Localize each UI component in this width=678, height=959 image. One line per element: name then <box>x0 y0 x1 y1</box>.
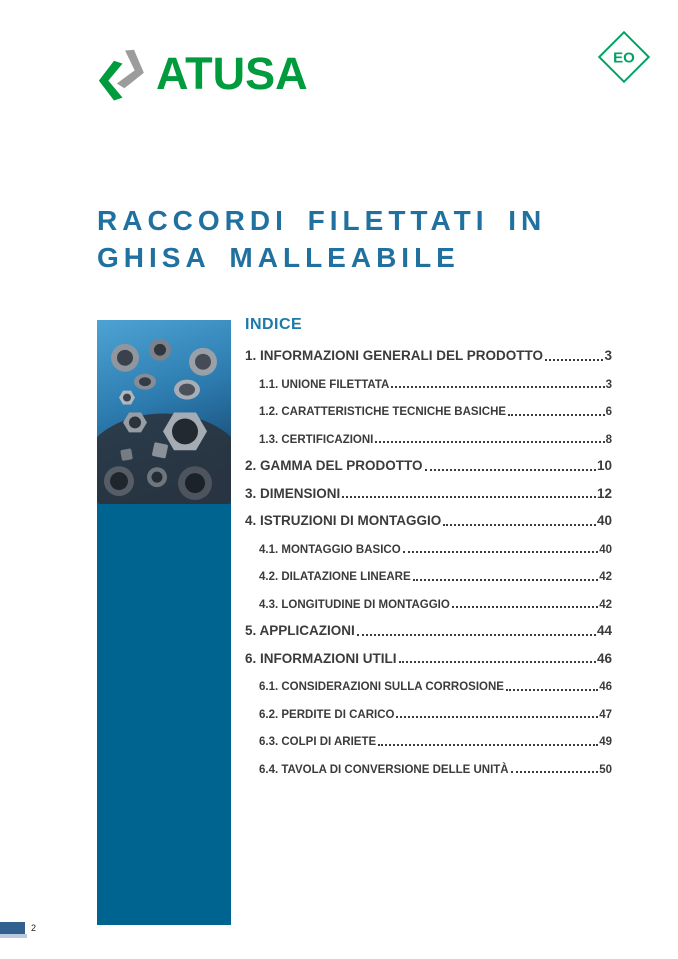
toc-entry-page: 3 <box>605 378 612 391</box>
toc-entry[interactable] <box>245 727 612 755</box>
toc-entry-label: 4. ISTRUZIONI DI MONTAGGIO <box>245 513 442 529</box>
toc-leader-dots <box>545 359 603 361</box>
toc-leader-dots <box>443 524 596 526</box>
toc-entry-page: 42 <box>599 598 612 611</box>
toc-entry-label: 6.3. COLPI DI ARIETE <box>259 736 377 749</box>
toc-leader-dots <box>403 551 599 553</box>
toc-entry-page: 12 <box>596 485 612 501</box>
toc-entry[interactable] <box>245 342 612 370</box>
footer-accent-bar <box>0 934 27 938</box>
toc-entry-label: 1.3. CERTIFICAZIONI <box>259 433 374 446</box>
toc-entry-label: 1.2. CARATTERISTICHE TECNICHE BASICHE <box>259 406 507 419</box>
toc-entry[interactable] <box>245 617 612 645</box>
toc-leader-dots <box>342 496 596 498</box>
toc-entry-page: 6 <box>605 406 612 419</box>
toc-entry-label: 6. INFORMAZIONI UTILI <box>245 650 397 666</box>
left-column <box>97 320 231 925</box>
toc-entry-label: 4.3. LONGITUDINE DI MONTAGGIO <box>259 598 450 611</box>
toc-entry-page: 42 <box>599 571 612 584</box>
toc-entry[interactable] <box>245 672 612 700</box>
toc-entry-page: 10 <box>596 458 612 474</box>
toc-leader-dots <box>511 771 599 773</box>
page-title <box>97 202 617 276</box>
toc-leader-dots <box>378 744 598 746</box>
toc-entry-page: 8 <box>605 433 612 446</box>
toc-entry[interactable] <box>245 507 612 535</box>
toc-entry-page: 47 <box>599 708 612 721</box>
page-title-line1: RACCORDI FILETTATI IN <box>97 205 547 236</box>
toc-entry-label: 6.2. PERDITE DI CARICO <box>259 708 395 721</box>
toc-entry[interactable] <box>245 452 612 480</box>
fittings-photo-image <box>97 320 231 504</box>
toc-entry[interactable] <box>245 645 612 673</box>
toc-entry-label: 1. INFORMAZIONI GENERALI DEL PRODOTTO <box>245 348 544 364</box>
page-title-line2: GHISA MALLEABILE <box>97 242 460 273</box>
toc-entry-page: 3 <box>604 348 612 364</box>
page-number: 2 <box>31 923 37 933</box>
toc-entry[interactable] <box>245 755 612 783</box>
toc-entry[interactable] <box>245 562 612 590</box>
toc-leader-dots <box>396 716 598 718</box>
eo-diamond-icon <box>596 29 652 85</box>
toc-entry-label: 4.1. MONTAGGIO BASICO <box>259 543 401 556</box>
blue-accent-band <box>97 504 231 925</box>
toc-list <box>245 342 612 782</box>
toc-entry-label: 2. GAMMA DEL PRODOTTO <box>245 458 423 474</box>
toc-entry-label: 4.2. DILATAZIONE LINEARE <box>259 571 411 584</box>
toc-entry[interactable] <box>245 370 612 398</box>
toc-leader-dots <box>357 634 596 636</box>
atusa-logo <box>97 44 308 104</box>
toc-heading: INDICE <box>245 316 303 333</box>
toc-leader-dots <box>506 689 598 691</box>
atusa-logo-mark-icon <box>97 44 149 104</box>
toc-leader-dots <box>399 661 596 663</box>
toc-leader-dots <box>413 579 599 581</box>
toc-entry-page: 44 <box>596 623 612 639</box>
toc-leader-dots <box>375 441 604 443</box>
footer-page-bar <box>0 922 25 934</box>
atusa-logo-text: ATUSA <box>156 48 308 99</box>
toc-entry[interactable] <box>245 590 612 618</box>
toc-leader-dots <box>391 386 604 388</box>
toc-leader-dots <box>425 469 596 471</box>
toc-entry[interactable] <box>245 397 612 425</box>
toc-entry-page: 40 <box>599 543 612 556</box>
toc-entry[interactable] <box>245 425 612 453</box>
eo-mark-text: EO <box>613 49 635 67</box>
toc-leader-dots <box>452 606 598 608</box>
toc-entry-page: 46 <box>599 681 612 694</box>
toc-leader-dots <box>508 414 605 416</box>
toc-entry-page: 40 <box>596 513 612 529</box>
toc-entry[interactable] <box>245 480 612 508</box>
toc-entry[interactable] <box>245 535 612 563</box>
toc-entry-label: 6.4. TAVOLA DI CONVERSIONE DELLE UNITÀ <box>259 763 509 776</box>
toc-entry-label: 6.1. CONSIDERAZIONI SULLA CORROSIONE <box>259 681 504 694</box>
toc-entry-label: 3. DIMENSIONI <box>245 485 341 501</box>
toc-entry[interactable] <box>245 700 612 728</box>
table-of-contents <box>245 316 612 782</box>
eo-certification-mark <box>596 29 652 85</box>
toc-entry-page: 50 <box>599 763 612 776</box>
toc-entry-label: 5. APPLICAZIONI <box>245 623 355 639</box>
toc-entry-page: 49 <box>599 736 612 749</box>
toc-entry-page: 46 <box>596 650 612 666</box>
toc-entry-label: 1.1. UNIONE FILETTATA <box>259 378 390 391</box>
